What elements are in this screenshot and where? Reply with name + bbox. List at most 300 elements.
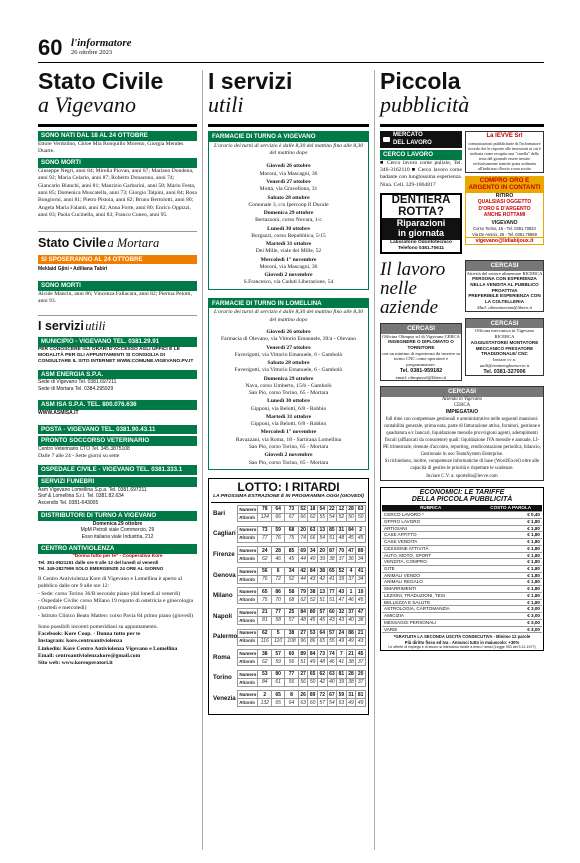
lotto-number: 2 <box>258 691 272 699</box>
tariffe-row <box>382 539 542 546</box>
lotto-number: 73 <box>285 506 299 514</box>
lotto-number: 89 <box>308 691 318 699</box>
mortara-title: Stato Civile <box>38 236 107 251</box>
big-text: full time con competenze gestionali e amministrative nelle seguenti mansioni: contabilità generale, prima nota, parte di fatturazione attiva, fornitori, gestione e quadratura e/c bancari, liquidazione mensile provvigioni agenti, adempimenti fiscali (affiancati da consulente) quali: liquidazione IVA mensile e annuale, LI-PE trimestrale, ritenute d'acconto, reporting, rendicontazione periodica, bilancio, <box>383 416 541 451</box>
lotto-row-label: Numero <box>239 630 257 636</box>
tariffe-rubrica: GITE <box>382 565 479 572</box>
big-heading: CERCASI <box>381 387 543 397</box>
lotto-number: 77 <box>285 670 299 678</box>
lotto-number: 56 <box>258 567 272 575</box>
anti-1: "Donna tutto per te" - Cooperativa Kore <box>72 554 163 559</box>
lotto-number: 1 <box>346 588 356 596</box>
lotto-number: 80 <box>308 609 318 617</box>
lotto-delay: 48 <box>298 617 308 625</box>
turno-day: Sabato 28 ottobre <box>267 360 310 367</box>
lotto-delay: 70 <box>272 596 285 604</box>
ievve-text: comunicazioni pubblicitarie di l'informatore ricorda che le risposte alle inserzioni ai cui è indicata come recapito una "casella" della testa del giornale essere inviate esclusivamente tramite posta ordinaria all'indirizzo d'invio e non scritto <box>468 140 541 172</box>
lotto-delay: 38 <box>346 658 356 666</box>
lotto-delay: 62 <box>298 596 308 604</box>
section-title: Piccola <box>380 68 461 94</box>
lotto-row-label: Numero <box>239 671 257 677</box>
lavoro-aziende-title <box>380 260 462 317</box>
lotto-delay: 57 <box>285 617 299 625</box>
anti-11[interactable]: Linkedin: Kore Centro Antiviolenza Vigevano e Lomellina <box>38 645 178 652</box>
lotto-delay: 40 <box>308 555 318 563</box>
tariffe-row <box>382 586 542 593</box>
lotto-delay: 81 <box>258 617 272 625</box>
lotto-delay: 49 <box>346 637 356 645</box>
lotto-number: 34 <box>308 547 318 555</box>
anti-3: Tel. 349-2827999 SOLO EMERGENZE 24 ORE AL GIORNO <box>38 566 164 572</box>
tariffe-costo: € 3,00 <box>479 613 542 620</box>
lotto-delay: 49 <box>356 699 366 707</box>
section-subtitle: a Vigevano <box>38 92 136 117</box>
lotto-delay: 36 <box>346 555 356 563</box>
lotto-number: 38 <box>317 567 327 575</box>
lotto-number: 57 <box>272 650 285 658</box>
asm-vigevano: Sede di Vigevano Tel. 0381.697211 <box>38 379 117 386</box>
lotto-row-numero <box>211 670 366 678</box>
lotto-delay: 54 <box>327 514 337 522</box>
tariffe-costo: € 3,00 <box>479 626 542 633</box>
lotto-city: Cagliari <box>213 530 236 538</box>
oro-email[interactable]: vigevano@lidiabijoux.it <box>466 237 543 245</box>
oro-t5: Corso Torino, 16 - Tel. 0381.70823 <box>473 226 536 232</box>
tariffe-f2: Più diritto fisso ed Iva - Annunci tutto in maiuscolo: +30% <box>404 639 520 645</box>
lotto-number: 72 <box>317 691 327 699</box>
lotto-delay: 39 <box>317 555 327 563</box>
column-piccola-pubblicita <box>380 70 544 651</box>
tariffe-rubrica: ANIMALI VENDO <box>382 572 479 579</box>
lotto-delay: 55 <box>317 514 327 522</box>
lotto-delay: 57 <box>317 699 327 707</box>
morti2-text: Alcide Mancin, anni 86; Vincenza Fallacara, anni 82; Pierina Pelotti, anni 93. <box>38 290 192 304</box>
lotto-number: 67 <box>327 691 337 699</box>
lotto-delay: 49 <box>337 637 347 645</box>
lotto-row-label: Ritardo <box>238 617 258 625</box>
lotto-delay: 74 <box>298 534 308 542</box>
lotto-row-label: Ritardo <box>238 678 258 686</box>
tariffe-f3: Le offerte di impiego e di lavoro si intendono rivolte a entro i sessi (Legge 903 del 9.12.1977) <box>388 644 536 649</box>
big-text4[interactable]: Inviare C.V. a: sportello@ievve.com <box>426 473 498 479</box>
municipio-heading: MUNICIPIO - VIGEVANO TEL. 0381.29.91 <box>38 337 197 347</box>
lotto-delay: 34 <box>356 575 366 583</box>
lotto-number: 81 <box>356 691 366 699</box>
lotto-delay: 54 <box>317 534 327 542</box>
lotto-delay: 44 <box>298 575 308 583</box>
lotto-number: 13 <box>317 526 327 534</box>
tariffe-costo: € 0,40 <box>479 512 542 519</box>
lotto-city: Firenze <box>213 550 235 558</box>
lotto-row-numero <box>211 567 366 575</box>
lotto-delay: 96 <box>298 637 308 645</box>
lotto-row-label: Ritardo <box>238 555 258 563</box>
lotto-number: 57 <box>327 629 337 637</box>
lotto-number: 85 <box>285 547 299 555</box>
tariffe-row <box>382 565 542 572</box>
lotto-number: 10 <box>356 588 366 596</box>
cercasi-officina <box>465 318 544 377</box>
ads-row-1 <box>380 131 544 254</box>
lotto-delay: 44 <box>298 555 308 563</box>
lotto-delay: 68 <box>285 596 299 604</box>
tariffe-costo: € 1,80 <box>479 539 542 546</box>
cercasi-olimpus <box>380 323 462 382</box>
cercasi-alimentare <box>465 260 544 312</box>
turno-day: Giovedì 2 novembre <box>264 272 313 279</box>
lotto-city: Venezia <box>213 695 236 703</box>
anti-4: Il Centro Antiviolenza Kore di Vigevano e Lomellina è aperto al pubblico dalle ore 9 alle ore 12: <box>38 576 183 590</box>
turno-pharmacy: Dei Mille, viale dei Mille, 52 <box>255 248 322 255</box>
lotto-delay: 67 <box>285 514 299 522</box>
turno-pharmacy: Nava, corso Umberto, 15/b - Gambolò <box>245 382 332 389</box>
anti-13[interactable]: Sito web: www.koreoperatori.it <box>38 660 113 667</box>
lotto-delay: 50 <box>308 678 318 686</box>
tariffe-row <box>382 592 542 599</box>
pronto-soccorso-heading: PRONTO SOCCORSO VETERINARIO <box>38 436 197 446</box>
lotto-row-label: Ritardo <box>238 575 258 583</box>
tariffe-costo: € 1,80 <box>479 579 542 586</box>
funebri-3: Ascendis Tel. 0381-643005 <box>38 499 99 506</box>
mercato-line-2: DEL LAVORO <box>393 139 432 146</box>
lotto-number: 64 <box>272 506 285 514</box>
tariffe-costo: € 1,80 <box>479 545 542 552</box>
lotto-delay: 132 <box>258 699 272 707</box>
tariffe-row <box>382 572 542 579</box>
lotto-number: 18 <box>308 506 318 514</box>
turno-day: Giovedì 26 ottobre <box>266 329 311 335</box>
lotto-number: 27 <box>298 629 308 637</box>
lotto-number: 62 <box>258 629 272 637</box>
column-divider <box>374 70 375 850</box>
funebri-1: Asm Vigevano Lomellina S.p.a. Tel. 0381.697211 <box>38 486 147 493</box>
lotto-number: 24 <box>337 629 347 637</box>
tariffe-rubrica: ASTROLOGIA, CARTOMANZIA <box>382 606 479 613</box>
lotto-number: 69 <box>298 547 308 555</box>
lotto-row-numero <box>211 547 366 555</box>
tariffe-costo: € 1,80 <box>479 572 542 579</box>
lotto-row-label: Numero <box>239 506 257 512</box>
lotto-delay: 40 <box>346 617 356 625</box>
c1-mail[interactable]: Mail: ulimentarium@libero.it <box>477 304 532 310</box>
lotto-row-numero <box>211 691 366 699</box>
turno-day: Mercoledì 1° novembre <box>260 429 317 436</box>
tariffe-costo: € 1,80 <box>479 586 542 593</box>
lotto-number: 31 <box>346 691 356 699</box>
lotto-city: Bari <box>213 509 226 517</box>
tariffe-rubrica: ARTIGIANI <box>382 525 479 532</box>
lotto-number: 47 <box>346 547 356 555</box>
tariffe-col-costo: COSTO A PAROLA <box>479 505 542 512</box>
lotto-delay: 62 <box>258 658 272 666</box>
turno-pharmacy: Gipponi, via Belotti, 6/8 - Robbio <box>250 421 327 428</box>
lotto-city: Palermo <box>213 633 238 641</box>
tariffe-row <box>382 619 542 626</box>
lotto-number: 57 <box>317 609 327 617</box>
turno-day: Mercoledì 1° novembre <box>260 256 317 263</box>
farmacie-list <box>209 163 368 288</box>
tariffe-costo: € 1,80 <box>479 592 542 599</box>
tariffe-rubrica: OFFRO LAVORO <box>382 518 479 525</box>
mercato-line-1: MERCATO <box>393 132 423 139</box>
lotto-row-label: Ritardo <box>238 514 258 522</box>
lotto-delay: 62 <box>308 514 318 522</box>
c3-mail[interactable]: uaili@emmeingbanserve.it <box>479 362 530 368</box>
tariffe-row <box>382 579 542 586</box>
lotto-delay: 65 <box>317 637 327 645</box>
lotto-table <box>211 505 366 711</box>
lotto-delay: 51 <box>317 596 327 604</box>
big-text2: Gestionale in uso TeamSystem Enterprise. <box>420 452 504 458</box>
tariffe-f1: *GRATUITA LA SECONDA USCITA CONSECUTIVA - Minimo 12 parole <box>393 634 531 640</box>
lotto-number: 21 <box>258 609 272 617</box>
lotto-number: 27 <box>298 670 308 678</box>
turno-pharmacy: Ravazzani, via Roma, 18 - Sartirana Lomellina <box>235 436 342 443</box>
lotto-number: 65 <box>327 567 337 575</box>
lotto-number: 41 <box>356 567 366 575</box>
lotto-number: 12 <box>337 506 347 514</box>
lotto-delay: 46 <box>272 555 285 563</box>
nati-text: Ettore Verdolino, Chloe Mia Ronquillo Moreno, Giorgia Mendes Duarte. <box>38 140 184 155</box>
anti-6: - Ospedale Civile: corso Milano 19 reparto di ostetricia e ginecologia (martedì e mercoledì) <box>38 597 194 612</box>
anti-10[interactable]: Instagram: kore.centroantiviolenza <box>38 638 123 645</box>
lotto-number: 45 <box>356 650 366 658</box>
c3-text: Officina meccanica in Vigevano RICERCA <box>474 328 535 340</box>
lotto-row-numero <box>211 588 366 596</box>
c2-tel: Tel. 0381-959182 <box>399 367 443 374</box>
tariffe-rubrica: LEZIONI, TRADUZIONI, TESI <box>382 592 479 599</box>
cerco-lavoro-text: ■ Cerco lavoro come pulizie, Tel. 346-3162110 ■ Cerco lavoro come badante con lunghissima esperienza. Nina. Cell. 329-1864817 <box>380 159 462 188</box>
lotto-delay: 124 <box>258 514 272 522</box>
page-header <box>38 36 544 60</box>
lotto-number: 20 <box>356 670 366 678</box>
lotto-city: Milano <box>213 592 233 600</box>
lotto-delay: 43 <box>356 637 366 645</box>
tariffe-table <box>382 505 542 633</box>
tariffe-rubrica: VENDITA, COMPRO <box>382 559 479 566</box>
turno-pharmacy: Bertazzoni, corso Novara, 1/c <box>255 217 322 224</box>
tariffe-costo: € 1,80 <box>479 552 542 559</box>
tariffe-rubrica: CASE VENDITA <box>382 539 479 546</box>
lotto-delay: 66 <box>308 534 318 542</box>
funebri-2: Siof & Lomellina S.r.l. Tel. 0381.82.634 <box>38 493 124 499</box>
tariffe-rubrica: VARIE <box>382 626 479 633</box>
big-bold: IMPIEGATA/O <box>445 409 479 416</box>
lotto-number: 59 <box>272 526 285 534</box>
turno-day: Sabato 28 ottobre <box>267 194 310 201</box>
turno-pharmacy: San Pio, corso Torino, 65 - Mortara <box>248 443 329 450</box>
anti-5: - Sede: corso Torino 36/B secondo piano (dal lunedì al venerdì) <box>38 590 181 597</box>
tariffe-costo: € 3,00 <box>479 619 542 626</box>
oro-city: VIGEVANO <box>491 220 518 227</box>
morti-heading: SONO MORTI <box>38 158 197 168</box>
lotto-title: LOTTO: I RITARDI <box>237 479 340 494</box>
lotto-number: 54 <box>317 506 327 514</box>
lotto-number: 24 <box>258 547 272 555</box>
servizi-subtitle: utili <box>85 319 106 334</box>
dentiera-middle <box>382 218 460 240</box>
lotto-delay: 45 <box>285 555 299 563</box>
lotto-delay: 42 <box>317 678 327 686</box>
lotto-delay: 38 <box>346 678 356 686</box>
lotto-delay: 47 <box>337 596 347 604</box>
anti-9[interactable]: Facebook: Kore Coop. · Donna tutto per te <box>38 631 141 638</box>
lotto-delay: 84 <box>258 678 272 686</box>
lotto-delay: 37 <box>337 555 347 563</box>
lotto-delay: 63 <box>298 699 308 707</box>
lotto-number: 28 <box>346 670 356 678</box>
dist-3: Esso italiana viale Industria, 212 <box>81 533 154 540</box>
lotto-delay: 45 <box>356 596 366 604</box>
lotto-number: 63 <box>308 526 318 534</box>
turno-day: Venerdì 27 ottobre <box>266 344 311 351</box>
lotto-number: 21 <box>346 650 356 658</box>
lotto-number: 88 <box>346 629 356 637</box>
lavoro-line-2: nelle <box>380 277 417 299</box>
morti2-heading: SONO MORTI <box>38 281 197 291</box>
dist-1: Domenica 29 ottobre <box>92 520 143 527</box>
lotto-number: 60 <box>327 609 337 617</box>
funebri-heading: SERVIZI FUNEBRI <box>38 477 197 487</box>
left-ad-stack-2 <box>380 260 462 382</box>
dentiera-f2: Telefono 0381.70611 <box>397 245 445 251</box>
lotto-number: 63 <box>327 670 337 678</box>
lotto-number: 62 <box>317 670 327 678</box>
c2-heading: CERCASI <box>381 324 461 334</box>
oro-t4: ANCHE ROTTAMI <box>483 211 526 218</box>
lotto-delay: 72 <box>272 575 285 583</box>
lotto-number: 21 <box>356 629 366 637</box>
lotto-row-label: Numero <box>239 692 257 698</box>
lotto-number: 28 <box>346 506 356 514</box>
lotto-number: 77 <box>272 609 285 617</box>
lotto-number: 65 <box>308 670 318 678</box>
anti-12[interactable]: Email: centroantiviolenzakore@gmail.com <box>38 652 141 659</box>
lotto-delay: 75 <box>258 596 272 604</box>
section-subtitle: utili <box>208 92 244 117</box>
ps-text-1: Centro Veterinario CTO Tel. 345.3875108 <box>38 446 130 453</box>
morti-text: Giuseppe Negri, anni 84; Mirella Piovan, anni 87; Mariano Dondena, anni 92; Maria Celario, anni 87; Roberto Donaceno, anni 74; Giancarlo Bianchi, anni 81; Maurizio Garbarini, anni 58; Mario Festa, anni 85; Domenica Muscatella, anni 73; Giorgio Talpini, anni 84; Rosa Bongiorni, anni 81; Pietro Pistoia, anni 82; Bruno Bertolotti, anni 80; Angela Maria Falanti, anni 82; Anna Forte, anni 80; Enrico Oppizzi, anni 83; Paola Cucinella, anni 83; Franco Cuneo, anni 95. <box>38 168 197 218</box>
lotto-number: 79 <box>298 588 308 596</box>
lotto-row-label: Numero <box>239 589 257 595</box>
lotto-row-numero <box>211 650 366 658</box>
lotto-delay: 46 <box>346 596 356 604</box>
c2-mail[interactable]: email: olimpussrl@libero.it <box>395 374 447 380</box>
tariffe-costo: € 1,80 <box>479 565 542 572</box>
lotto-row-label: Numero <box>239 568 257 574</box>
tariffe-costo: € 1,80 <box>479 559 542 566</box>
lotto-delay: 76 <box>258 575 272 583</box>
dentiera-m1: Riparazioni <box>396 218 446 228</box>
left-ad-stack <box>380 131 462 254</box>
asmisa-site[interactable]: WWW.ASMISA.IT <box>38 410 79 417</box>
lotto-delay: 48 <box>317 658 327 666</box>
mortara-header <box>38 231 197 252</box>
lotto-delay: 51 <box>327 596 337 604</box>
tariffe-row <box>382 545 542 552</box>
lotto-delay: 108 <box>285 637 299 645</box>
lotto-number: 60 <box>285 650 299 658</box>
lotto-delay: 50 <box>346 514 356 522</box>
turno-pharmacy: Faverigotti, via Vittorio Emanuele, 6 - Gambolò <box>234 367 343 374</box>
lotto-delay: 66 <box>298 514 308 522</box>
section-rule <box>208 117 369 127</box>
lotto-city: Genova <box>213 571 236 579</box>
lotto-number: 70 <box>337 547 347 555</box>
tariffe-box <box>380 487 544 652</box>
lotto-delay: 86 <box>308 637 318 645</box>
lotto-delay: 52 <box>308 596 318 604</box>
lotto-delay: 49 <box>346 699 356 707</box>
c1-heading: CERCASI <box>466 261 543 271</box>
lotto-row-label: Ritardo <box>238 699 258 707</box>
tariffe-rubrica: MESSAGGI PERSONALI <box>382 619 479 626</box>
tariffe-costo: € 1,80 <box>479 525 542 532</box>
ospedale-heading: OSPEDALE CIVILE - VIGEVANO TEL. 0381.333.1 <box>38 465 197 475</box>
servizi-header <box>38 315 197 335</box>
lotto-delay: 49 <box>308 658 318 666</box>
turno-day: Martedì 31 ottobre <box>265 413 312 420</box>
lotto-number: 84 <box>298 609 308 617</box>
anti-2: Tel. 351-9521151 dalle ore 9 alle 12 del lunedì al venerdì <box>38 560 159 566</box>
lotto-number: 65 <box>258 588 272 596</box>
column-divider <box>202 70 203 850</box>
turno-pharmacy: San Pio, corso Torino, 65 - Mortara <box>248 390 329 397</box>
lotto-delay: 76 <box>272 534 285 542</box>
turno-pharmacy: Moroni, via Mascagni, 36 <box>259 263 318 270</box>
lotto-delay: 41 <box>337 658 347 666</box>
sposi-text: Meklaid Gjini • Adiliana Tabiri <box>38 266 108 273</box>
big-text3: Si richiedono, inoltre, competenze informatiche di base (Word/Excel) oltre alle capacità di gestire le priorità e rispettare le scadenze. <box>384 459 540 472</box>
lotto-delay: 39 <box>337 678 347 686</box>
lotto-delay: 50 <box>356 514 366 522</box>
tariffe-row <box>382 613 542 620</box>
turno-pharmacy: Motta, via Gravellona, 31 <box>259 186 318 193</box>
lotto-number: 84 <box>346 526 356 534</box>
lotto-subtitle: LA PROSSIMA ESTRAZIONE È IN PROGRAMMA OGGI (GIOVEDÌ) <box>211 494 366 503</box>
lotto-number: 53 <box>308 629 318 637</box>
tariffe-row <box>382 525 542 532</box>
turno-day: Giovedì 26 ottobre <box>266 163 311 170</box>
lotto-delay: 56 <box>285 658 299 666</box>
lotto-row-label: Ritardo <box>238 534 258 542</box>
lotto-number: 86 <box>272 588 285 596</box>
c2-text: Officina Olimpus srl di Vigevano CERCA <box>382 333 460 339</box>
lomellina-heading: FARMACIE DI TURNO IN LOMELLINA <box>209 299 368 309</box>
lotto-number: 73 <box>258 526 272 534</box>
tariffe-header-row <box>382 505 542 512</box>
lotto-delay: 48 <box>337 534 347 542</box>
compro-oro-ad <box>465 176 544 245</box>
section-rule <box>380 117 544 127</box>
farmacie-lomellina-box <box>208 298 369 470</box>
lavoro-line-1: Il lavoro <box>380 258 446 280</box>
turno-pharmacy: Faverigotti, via Vittorio Emanuele, 6 - Gambolò <box>234 351 343 358</box>
lotto-row-label: Ritardo <box>238 637 258 645</box>
section-title: I servizi <box>208 68 293 94</box>
lotto-number: 80 <box>272 670 285 678</box>
header-rule <box>38 62 544 63</box>
lotto-delay: 37 <box>356 678 366 686</box>
lotto-number: 47 <box>356 609 366 617</box>
lotto-number: 74 <box>327 650 337 658</box>
ps-text-2: Dalle 7 alle 24 - Sette giorni su sette <box>38 452 120 459</box>
lotto-row-label: Numero <box>239 609 257 615</box>
lotto-number: 37 <box>346 609 356 617</box>
ievve-heading: La IEVVE Srl <box>486 133 523 140</box>
lotto-delay: 64 <box>285 699 299 707</box>
lotto-number: 38 <box>285 629 299 637</box>
